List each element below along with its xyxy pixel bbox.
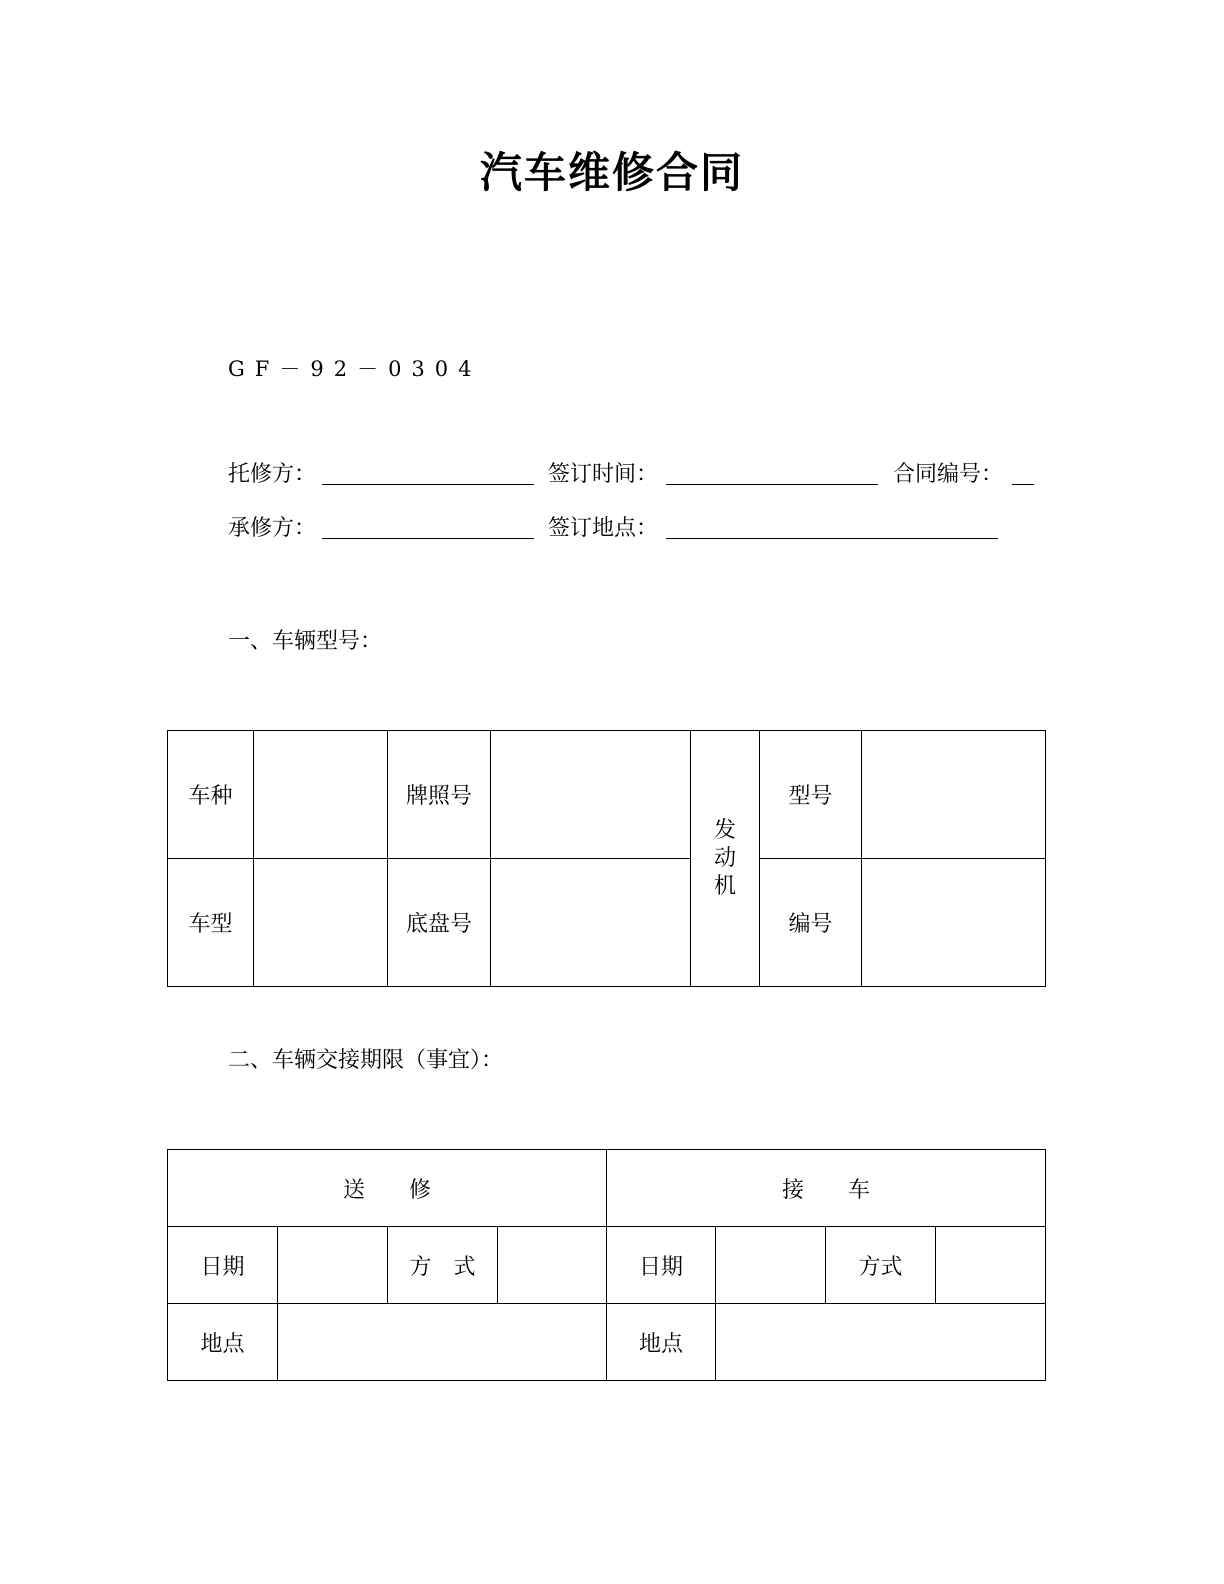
vehicle-model-table <box>167 730 1046 987</box>
contract-no-label: 合同编号： <box>893 462 1004 487</box>
pick-date-label: 日期 <box>607 1227 716 1304</box>
send-date-label: 日期 <box>168 1227 278 1304</box>
signing-time-blank[interactable] <box>666 484 878 485</box>
model-label: 型号 <box>760 731 862 859</box>
repair-party-blank[interactable] <box>322 538 534 539</box>
engine-char-2: 动 <box>713 845 736 871</box>
vehicle-kind-value[interactable] <box>254 731 388 859</box>
entrusting-party-label: 托修方： <box>228 462 317 487</box>
pick-method-label: 方式 <box>826 1227 936 1304</box>
repair-party-label: 承修方： <box>228 516 317 541</box>
form-code: GF－92－0304 <box>228 357 482 381</box>
chassis-no-label: 底盘号 <box>388 859 491 987</box>
engine-char-1: 发 <box>713 817 736 843</box>
serial-no-value[interactable] <box>862 859 1046 987</box>
pick-date-value[interactable] <box>716 1227 826 1304</box>
section-2-heading: 二、车辆交接期限（事宜）： <box>228 1048 504 1073</box>
send-place-label: 地点 <box>168 1304 278 1381</box>
section-1-heading: 一、车辆型号： <box>228 629 383 654</box>
engine-char-3: 机 <box>713 873 736 899</box>
send-place-value[interactable] <box>278 1304 607 1381</box>
send-date-value[interactable] <box>278 1227 388 1304</box>
signing-time-label: 签订时间： <box>548 462 659 487</box>
signing-place-blank[interactable] <box>666 538 998 539</box>
engine-label <box>691 731 760 987</box>
send-method-label: 方 式 <box>388 1227 498 1304</box>
vehicle-kind-label: 车种 <box>168 731 254 859</box>
signing-place-label: 签订地点： <box>548 516 659 541</box>
vehicle-type-label: 车型 <box>168 859 254 987</box>
pick-place-value[interactable] <box>716 1304 1046 1381</box>
serial-no-label: 编号 <box>760 859 862 987</box>
send-method-value[interactable] <box>498 1227 607 1304</box>
document-title: 汽车维修合同 <box>479 148 744 197</box>
pick-method-value[interactable] <box>936 1227 1046 1304</box>
contract-no-blank[interactable] <box>1012 484 1034 485</box>
send-repair-header: 送 修 <box>168 1150 607 1227</box>
plate-no-label: 牌照号 <box>388 731 491 859</box>
vehicle-type-value[interactable] <box>254 859 388 987</box>
handover-table <box>167 1149 1046 1381</box>
model-value[interactable] <box>862 731 1046 859</box>
entrusting-party-blank[interactable] <box>322 484 534 485</box>
chassis-no-value[interactable] <box>491 859 691 987</box>
pick-up-header: 接 车 <box>607 1150 1046 1227</box>
pick-place-label: 地点 <box>607 1304 716 1381</box>
plate-no-value[interactable] <box>491 731 691 859</box>
